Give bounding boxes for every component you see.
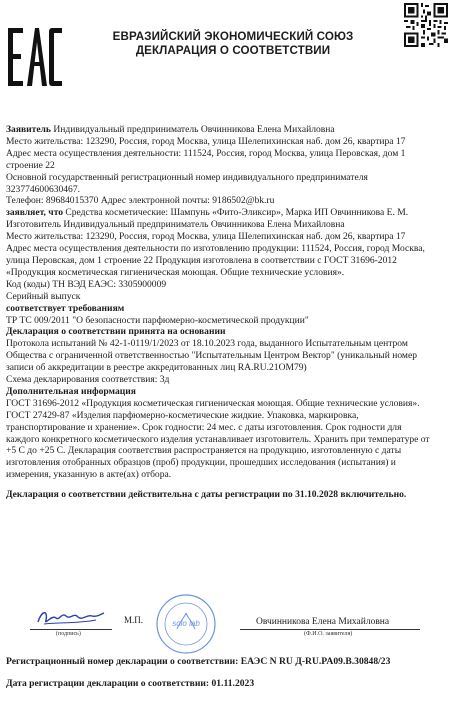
tnved-code: Код (коды) ТН ВЭД ЕАЭС: 3305900009: [6, 278, 167, 290]
seal-place: М.П.: [124, 615, 144, 625]
basis-line-3: записи об аккредитации в реестре аккредитованных лиц RA.RU.21OM79): [6, 362, 307, 374]
applicant-activity-place-1: Адрес места осуществления деятельности: 111524, Россия, город Москва, улица Перовская, дом 1: [6, 147, 406, 159]
additional-info-label: Дополнительная информация: [6, 385, 136, 397]
conformity-text: ТР ТС 009/2011 "О безопасности парфюмерно-косметической продукции": [6, 314, 309, 326]
stamp-text: solo lab: [172, 619, 200, 628]
document-header: [72, 30, 394, 58]
name-caption: (Ф.И.О. заявителя): [304, 631, 353, 637]
name-line: [240, 629, 420, 630]
serial-production: Серийный выпуск: [6, 290, 81, 302]
applicant-name: Индивидуальный предприниматель Овчинникова Елена Михайловна: [50, 124, 335, 135]
eac-logo: [6, 26, 64, 88]
applicant-label: Заявитель: [6, 124, 51, 135]
union-title: ЕВРАЗИЙСКИЙ ЭКОНОМИЧЕСКИЙ СОЮЗ: [112, 30, 354, 43]
declaration-title: ДЕКЛАРАЦИЯ О СООТВЕТСТВИИ: [135, 44, 331, 57]
additional-line-3: транспортирование и хранение». Срок годности: 24 мес. с даты изготовления. Срок годности для: [6, 421, 402, 433]
signature-caption: (подпись): [56, 631, 81, 637]
additional-line-7: измерения, указанную в акте(ах) отбора.: [6, 469, 172, 481]
declares-line: [6, 207, 448, 219]
validity-statement: Декларация о соответствии действительна с даты регистрации по 31.10.2028 включительно.: [6, 489, 407, 501]
production-standard: «Продукция косметическая гигиеническая моющая. Общие технические условия».: [6, 266, 345, 278]
additional-line-5: +5 С до +25 С. Декларация соответствия распространяется на продукцию, изготовленную с даты: [6, 445, 402, 457]
additional-line-1: ГОСТ 31696-2012 «Продукция косметическая гигиеническая моющая. Общие технические условия».: [6, 397, 420, 409]
handwritten-signature: [34, 606, 106, 630]
additional-line-2: ГОСТ 27429-87 «Изделия парфюмерно-косметические жидкие. Упаковка, маркировка,: [6, 409, 359, 421]
company-stamp: [155, 593, 217, 655]
signer-name: Овчинникова Елена Михайловна: [256, 617, 390, 627]
registration-date: Дата регистрации декларации о соответствии: 01.11.2023: [6, 678, 255, 689]
additional-line-6: изготовления отобранных образцов (проб) продукции, прошедших исследования (испытания) и: [6, 457, 396, 469]
basis-line-1: Протокола испытаний № 42-1-0119/1/2023 от 18.10.2023 года, выданного Испытательным центром: [6, 338, 408, 350]
qr-code[interactable]: [404, 3, 448, 47]
signature-line: [30, 629, 112, 630]
applicant-ogrn-1: Основной государственный регистрационный номер индивидуального предпринимателя: [6, 171, 368, 183]
basis-line-2: Общества с ограниченной ответственностью "Испытательным Центром Вектор" (уникальный номер: [6, 350, 417, 362]
production-address-1: Адрес места осуществления деятельности по изготовлению продукции: 111524, Россия, город Москва,: [6, 243, 425, 255]
declaration-scheme: Схема декларирования соответствия: 3д: [6, 374, 170, 386]
production-address-2: улица Перовская, дом 1 строение 22 Продукция изготовлена в соответствии с ГОСТ 31696-2012: [6, 254, 397, 266]
applicant-activity-place-2: строение 22: [6, 159, 55, 171]
applicant-ogrn-2: 323774600630467.: [6, 183, 80, 195]
product-name: Средства косметические: Шампунь «Фито-Эликсир», Марка ИП Овчинникова Е. М.: [63, 207, 409, 219]
applicant-contacts: Телефон: 89684015370 Адрес электронной почты: 9186502@bk.ru: [6, 195, 275, 207]
additional-line-4: каждого конкретного косметического изделия устанавливает изготовитель. Хранить при температуре от: [6, 433, 430, 445]
declares-label: заявляет, что: [6, 207, 64, 219]
basis-label: Декларация о соответствии принята на основании: [6, 326, 226, 338]
conformity-label: соответствует требованиям: [6, 302, 125, 314]
manufacturer-residence: Место жительства: 123290, Россия, город Москва, улица Шелепихинская наб. дом 26, квартира 17: [6, 231, 406, 243]
applicant-line: [6, 124, 448, 136]
signature-block: [6, 606, 448, 640]
manufacturer: Изготовитель Индивидуальный предприниматель Овчинникова Елена Михайловна: [6, 219, 345, 231]
declaration-body: [6, 124, 448, 501]
registration-number: Регистрационный номер декларации о соответствии: ЕАЭС N RU Д-RU.PA09.B.30848/23: [6, 656, 391, 667]
applicant-residence: Место жительства: 123290, Россия, город Москва, улица Шелепихинская наб. дом 26, квартира 17: [6, 135, 406, 147]
